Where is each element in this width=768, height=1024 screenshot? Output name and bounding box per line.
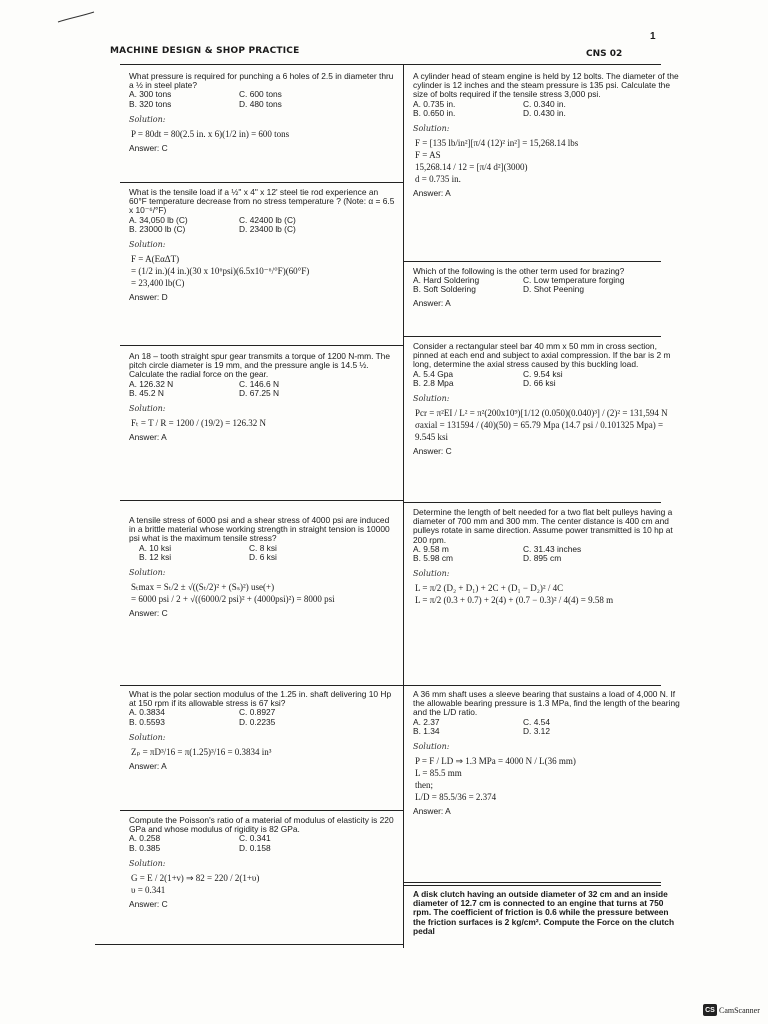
options <box>129 708 397 726</box>
option-d: D. 67.25 N <box>239 387 280 398</box>
option-b: B. Soft Soldering <box>413 284 476 295</box>
question-frame <box>120 64 680 948</box>
solution-label: Solution: <box>129 568 166 578</box>
options <box>413 276 681 294</box>
camscanner-logo-icon: CS <box>703 1004 717 1016</box>
option-d: D. 480 tons <box>239 98 282 109</box>
option-a: A. 0.3834 <box>129 707 165 718</box>
left-rule-5 <box>120 810 403 811</box>
option-d: D. Shot Peening <box>523 284 584 295</box>
top-rule <box>120 64 661 65</box>
option-a: A. 10 ksi <box>139 542 172 553</box>
option-c: C. 42400 lb (C) <box>239 214 296 225</box>
camscanner-watermark <box>703 1004 760 1016</box>
question-block-L6 <box>129 816 397 909</box>
left-rule-6 <box>95 944 403 945</box>
question-block-R6 <box>413 890 681 936</box>
option-d: D. 23400 lb (C) <box>239 223 296 234</box>
option-b: B. 23000 lb (C) <box>129 223 186 234</box>
option-c: C. 31.43 inches <box>523 543 582 554</box>
solution-equation: Pcr = π²EI / L² = π²(200x10⁹)[1/12 (0.050)(0.040)³] / (2)² = 131,594 N σaxial = 131594 / (40)(50) = 65.79 Mpa (14.7 psi / 0.101325 Mpa) = 9.545 ksi <box>415 408 668 443</box>
solution-label: Solution: <box>413 394 450 404</box>
right-rule-4 <box>403 685 661 686</box>
question-text: What is the tensile load if a ½" x 4" x 12' steel tie rod experience an 60°F temperature decrease from no stress temperature ? (Note: α = 6.5 x 10⁻⁶/°F) <box>129 187 395 216</box>
question-text: A cylinder head of steam engine is held by 12 bolts. The diameter of the cylinder is 12 inches and the steam pressure is 135 psi. Calculate the size of bolts required if the tensile stress 3,000 psi. <box>413 71 679 100</box>
answer: Answer: C <box>413 446 452 457</box>
option-b: B. 0.650 in. <box>413 107 456 118</box>
options <box>413 718 681 736</box>
right-rule-3 <box>403 502 661 503</box>
option-b: B. 45.2 N <box>129 387 164 398</box>
page-code: CNS 02 <box>586 49 623 59</box>
option-a: A. 9.58 m <box>413 543 449 554</box>
question-text: A tensile stress of 6000 psi and a shear stress of 4000 psi are induced in a brittle material whose working strength in straight tension is 10000 psi what is the maximum tensile stress? <box>129 515 390 544</box>
answer: Answer: A <box>413 188 451 199</box>
question-text: A disk clutch having an outside diameter of 32 cm and an inside diameter of 12.7 cm is connected to an engine that turns at 750 rpm. The coefficient of friction is 0.6 while the pressure between the friction surfaces is 2 kg/cm². Compute the Force on the clutch pedal <box>413 889 675 936</box>
option-d: D. 6 ksi <box>249 551 277 562</box>
page-title: MACHINE DESIGN & SHOP PRACTICE <box>110 46 300 56</box>
option-d: D. 66 ksi <box>523 377 556 388</box>
column-divider <box>403 64 404 948</box>
question-block-R2 <box>413 267 681 308</box>
camscanner-label: CamScanner <box>719 1005 760 1015</box>
option-d: D. 0.2235 <box>239 716 276 727</box>
option-a: A. 34,050 lb (C) <box>129 214 188 225</box>
solution-label: Solution: <box>413 569 450 579</box>
question-text: A 36 mm shaft uses a sleeve bearing that sustains a load of 4,000 N. If the allowable bearing pressure is 1.3 MPa, find the length of the bearing and the L/D ratio. <box>413 689 680 718</box>
option-c: C. 4.54 <box>523 716 551 727</box>
answer: Answer: A <box>413 297 451 308</box>
answer: Answer: C <box>129 143 168 154</box>
solution-equation: Fₜ = T / R = 1200 / (19/2) = 126.32 N <box>131 418 267 429</box>
solution-label: Solution: <box>129 404 166 414</box>
answer: Answer: A <box>413 806 451 817</box>
solution-label: Solution: <box>129 240 166 250</box>
right-rule-1 <box>403 261 661 262</box>
option-c: C. 146.6 N <box>239 378 280 389</box>
solution-equation: F = [135 lb/in²][π/4 (12)² in²] = 15,268.14 lbs F = AS 15,268.14 / 12 = [π/4 d²](3000) d = 0.735 in. <box>415 138 579 185</box>
solution-equation: P = 80dt = 80(2.5 in. x 6)(1/2 in) = 600 tons <box>131 129 290 140</box>
solution-equation: F = A(EαΔT) = (1/2 in.)(4 in.)(30 x 10⁶psi)(6.5x10⁻⁶/°F)(60°F) = 23,400 lb(C) <box>131 254 310 289</box>
option-a: A. 0.735 in. <box>413 98 456 109</box>
options <box>129 216 397 234</box>
options <box>413 370 681 388</box>
answer: Answer: D <box>129 292 168 303</box>
solution-label: Solution: <box>129 114 166 124</box>
question-block-R3 <box>413 342 681 456</box>
options <box>413 100 681 118</box>
option-c: C. Low temperature forging <box>523 275 625 286</box>
question-block-L2 <box>129 188 397 302</box>
option-d: D. 3.12 <box>523 725 551 736</box>
option-b: B. 5.98 cm <box>413 553 454 564</box>
solution-label: Solution: <box>413 124 450 134</box>
question-block-R1 <box>413 72 681 198</box>
options <box>139 544 397 562</box>
page-number: 1 <box>650 31 656 42</box>
solution-equation: Zₚ = πD³/16 = π(1.25)³/16 = 0.3834 in³ <box>131 747 272 758</box>
option-c: C. 9.54 ksi <box>523 368 563 379</box>
left-rule-4 <box>120 685 403 686</box>
option-b: B. 320 tons <box>129 98 172 109</box>
option-a: A. Hard Soldering <box>413 275 480 286</box>
question-block-L3 <box>129 352 397 442</box>
option-b: B. 0.5593 <box>129 716 165 727</box>
option-a: A. 2.37 <box>413 716 440 727</box>
option-d: D. 0.158 <box>239 842 271 853</box>
options <box>129 380 397 398</box>
option-b: B. 12 ksi <box>139 551 172 562</box>
left-rule-2 <box>120 345 403 346</box>
options <box>413 545 681 563</box>
answer: Answer: A <box>129 432 167 443</box>
solution-equation: P = F / LD ⇒ 1.3 MPa = 4000 N / L(36 mm) L = 85.5 mm then; L/D = 85.5/36 = 2.374 <box>415 756 576 803</box>
options <box>129 90 397 108</box>
option-d: D. 895 cm <box>523 553 562 564</box>
question-block-R5 <box>413 690 681 816</box>
option-d: D. 0.430 in. <box>523 107 566 118</box>
left-rule-1 <box>120 182 403 183</box>
option-c: C. 0.340 in. <box>523 98 566 109</box>
option-c: C. 8 ksi <box>249 542 277 553</box>
question-text: Consider a rectangular steel bar 40 mm x 50 mm in cross section, pinned at each end and subject to axial compression. If the bar is 2 m long, determine the axial stress caused by this buckling load. <box>413 341 671 370</box>
option-a: A. 0.258 <box>129 833 161 844</box>
option-c: C. 600 tons <box>239 89 282 100</box>
solution-equation: Sₜmax = Sₜ/2 ± √((Sₜ/2)² + (Sₛ)²) use(+) = 6000 psi / 2 + √((6000/2 psi)² + (4000psi)²) = 8000 psi <box>131 582 335 605</box>
question-block-L5 <box>129 690 397 771</box>
right-rule-2 <box>403 336 661 337</box>
option-c: C. 0.341 <box>239 833 271 844</box>
pen-mark <box>56 10 96 24</box>
solution-label: Solution: <box>129 858 166 868</box>
answer: Answer: A <box>129 761 167 772</box>
question-text: Compute the Poisson's ratio of a material of modulus of elasticity is 220 GPa and whose modulus of rigidity is 82 GPa. <box>129 815 394 835</box>
solution-label: Solution: <box>413 742 450 752</box>
question-text: Which of the following is the other term used for brazing? <box>413 266 625 276</box>
answer: Answer: C <box>129 608 168 619</box>
right-rule-6 <box>403 885 661 886</box>
question-block-R4 <box>413 508 681 606</box>
option-b: B. 0.385 <box>129 842 161 853</box>
option-b: B. 1.34 <box>413 725 440 736</box>
option-a: A. 126.32 N <box>129 378 174 389</box>
question-text: What pressure is required for punching a 6 holes of 2.5 in diameter thru a ½ in steel plate? <box>129 71 394 91</box>
question-text: An 18 – tooth straight spur gear transmits a torque of 1200 N-mm. The pitch circle diameter is 19 mm, and the pressure angle is 14.5 ½. Calculate the radial force on the gear. <box>129 351 390 380</box>
question-block-L1 <box>129 72 397 153</box>
options <box>129 834 397 852</box>
solution-equation: G = E / 2(1+ν) ⇒ 82 = 220 / 2(1+υ) υ = 0.341 <box>131 873 260 896</box>
solution-equation: L = π/2 (D₂ + D₁) + 2C + (D₁ − D₂)² / 4C L = π/2 (0.3 + 0.7) + 2(4) + (0.7 − 0.3)² / 4(4) = 9.58 m <box>415 583 614 606</box>
question-text: Determine the length of belt needed for a two flat belt pulleys having a diameter of 700 mm and 300 mm. The center distance is 400 cm and pulleys rotate in same direction. Assume power transmitted is 10 hp at 200 rpm. <box>413 507 673 545</box>
option-b: B. 2.8 Mpa <box>413 377 454 388</box>
question-block-L4 <box>129 516 397 618</box>
option-c: C. 0.8927 <box>239 707 276 718</box>
solution-label: Solution: <box>129 732 166 742</box>
answer: Answer: C <box>129 899 168 910</box>
option-a: A. 300 tons <box>129 89 172 100</box>
left-rule-3 <box>120 500 403 501</box>
right-rule-5 <box>403 882 661 883</box>
option-a: A. 5.4 Gpa <box>413 368 454 379</box>
question-text: What is the polar section modulus of the 1.25 in. shaft delivering 10 Hp at 150 rpm if its allowable stress is 67 ksi? <box>129 689 392 709</box>
